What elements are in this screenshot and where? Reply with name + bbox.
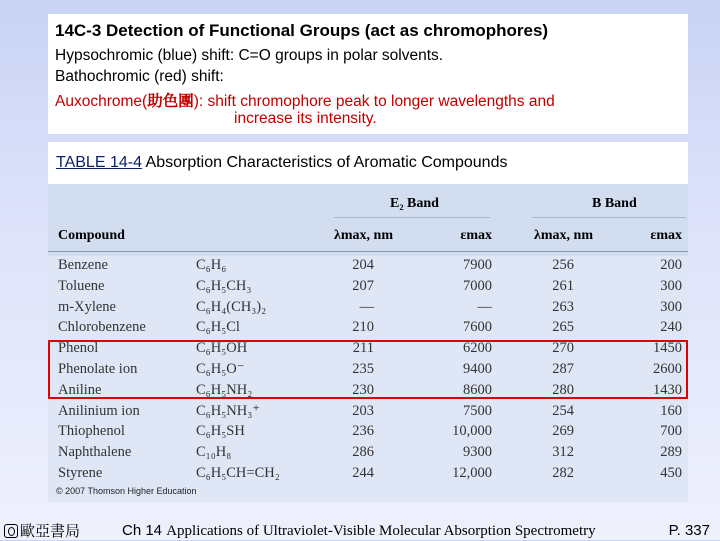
table-row <box>48 421 688 441</box>
table-row <box>48 317 688 337</box>
cell-compound: Benzene <box>58 257 108 273</box>
cell-formula: C₆H₅NH₃⁺ <box>196 402 260 419</box>
cell-e2-lmax: 203 <box>352 402 374 419</box>
table-row <box>48 255 688 275</box>
cell-e2-emax: 7900 <box>463 257 492 273</box>
cell-formula: C₆H₅CH₃ <box>196 277 252 294</box>
e2-band-header: E₂ Band <box>390 196 439 211</box>
table-title <box>56 154 507 172</box>
cell-compound: Phenolate ion <box>58 361 138 377</box>
highlight-box <box>48 340 688 399</box>
b-band-header: B Band <box>592 196 637 211</box>
cell-b-emax: 200 <box>660 257 682 273</box>
cell-e2-emax: 8600 <box>463 381 492 398</box>
auxochrome-line-2: increase its intensity. <box>234 110 377 127</box>
cell-e2-lmax: — <box>359 298 374 315</box>
cell-b-lmax: 263 <box>552 298 574 315</box>
cell-b-emax: 1450 <box>653 340 682 357</box>
col-b-emax: εmax <box>650 228 682 243</box>
col-b-lmax: λmax, nm <box>534 228 593 243</box>
cell-b-emax: 1430 <box>653 381 682 398</box>
cell-e2-emax: 7500 <box>463 402 492 419</box>
copyright-note: © 2007 Thomson Higher Education <box>56 486 197 496</box>
cell-b-emax: 240 <box>660 319 682 336</box>
cell-e2-lmax: 244 <box>352 465 374 481</box>
cell-compound: Thiophenol <box>58 423 125 440</box>
hypsochromic-line: Hypsochromic (blue) shift: C=O groups in polar solvents. <box>55 47 444 64</box>
auxochrome-line <box>55 89 555 111</box>
chapter-footer <box>122 522 596 540</box>
col-compound: Compound <box>58 228 125 243</box>
cell-b-emax: 300 <box>660 298 682 315</box>
cell-formula: C₁₀H₈ <box>196 444 232 461</box>
table-title-box <box>48 142 688 184</box>
cell-e2-emax: 7000 <box>463 277 492 294</box>
cell-e2-emax: — <box>477 298 492 315</box>
auxochrome-text: ): shift chromophore peak to longer wavelengths and <box>193 93 555 110</box>
cell-e2-lmax: 211 <box>352 340 374 357</box>
auxochrome-cjk: 助色團 <box>147 92 194 110</box>
header-box <box>48 14 688 134</box>
cell-b-lmax: 261 <box>552 277 574 294</box>
cell-b-lmax: 265 <box>552 319 574 336</box>
auxochrome-label: Auxochrome( <box>55 93 148 110</box>
col-e2-emax: εmax <box>460 228 492 243</box>
cell-compound: m-Xylene <box>58 298 116 315</box>
cell-formula: C₆H₅NH₂ <box>196 381 253 398</box>
cell-formula: C₆H₅OH <box>196 340 248 357</box>
cell-b-emax: 160 <box>660 402 682 419</box>
table-header <box>48 184 688 256</box>
cell-compound: Anilinium ion <box>58 402 140 419</box>
header-rule <box>48 251 688 252</box>
cell-e2-emax: 12,000 <box>452 465 492 481</box>
cell-compound: Naphthalene <box>58 444 132 461</box>
chapter-number: Ch 14 <box>122 522 163 539</box>
publisher-icon <box>4 524 18 538</box>
cell-b-lmax: 280 <box>552 381 574 398</box>
cell-e2-lmax: 204 <box>352 257 374 273</box>
cell-b-lmax: 312 <box>552 444 574 461</box>
cell-formula: C₆H₆ <box>196 257 227 273</box>
bathochromic-line: Bathochromic (red) shift: <box>55 68 224 85</box>
cell-formula: C₆H₅SH <box>196 423 245 440</box>
cell-b-emax: 700 <box>660 423 682 440</box>
publisher-name: 歐亞書局 <box>20 522 81 540</box>
cell-b-lmax: 256 <box>552 257 574 273</box>
cell-e2-lmax: 286 <box>352 444 374 461</box>
col-e2-lmax: λmax, nm <box>334 228 393 243</box>
cell-b-emax: 2600 <box>653 361 682 377</box>
cell-e2-lmax: 207 <box>352 277 374 294</box>
cell-b-lmax: 254 <box>552 402 574 419</box>
publisher-logo <box>4 520 80 541</box>
cell-e2-emax: 7600 <box>463 319 492 336</box>
cell-e2-emax: 9400 <box>463 361 492 377</box>
table-row <box>48 401 688 421</box>
cell-b-emax: 289 <box>660 444 682 461</box>
cell-e2-lmax: 235 <box>352 361 374 377</box>
cell-compound: Phenol <box>58 340 99 357</box>
cell-formula: C₆H₄(CH₃)₂ <box>196 298 267 315</box>
e2-band-rule <box>334 217 490 218</box>
cell-e2-emax: 9300 <box>463 444 492 461</box>
cell-formula: C₆H₅Cl <box>196 319 240 336</box>
cell-compound: Chlorobenzene <box>58 319 146 336</box>
cell-e2-lmax: 236 <box>352 423 374 440</box>
cell-b-emax: 300 <box>660 277 682 294</box>
table-row <box>48 442 688 462</box>
cell-compound: Toluene <box>58 277 105 294</box>
cell-compound: Styrene <box>58 465 103 481</box>
cell-e2-emax: 10,000 <box>452 423 492 440</box>
table-row <box>48 276 688 296</box>
cell-b-lmax: 269 <box>552 423 574 440</box>
cell-b-lmax: 270 <box>552 340 574 357</box>
cell-b-lmax: 287 <box>552 361 574 377</box>
cell-formula: C₆H₅O⁻ <box>196 361 245 377</box>
table-row <box>48 297 688 317</box>
chapter-title: Applications of Ultraviolet-Visible Molecular Absorption Spectrometry <box>166 523 596 539</box>
slide-title: 14C-3 Detection of Functional Groups (act as chromophores) <box>55 21 549 40</box>
table-row <box>48 463 688 483</box>
cell-b-emax: 450 <box>660 465 682 481</box>
cell-b-lmax: 282 <box>552 465 574 481</box>
cell-e2-lmax: 210 <box>352 319 374 336</box>
table-caption: Absorption Characteristics of Aromatic Compounds <box>145 154 508 171</box>
table-number: TABLE 14-4 <box>56 154 142 171</box>
cell-e2-emax: 6200 <box>463 340 492 357</box>
cell-e2-lmax: 230 <box>352 381 374 398</box>
page-number: P. 337 <box>668 522 710 539</box>
cell-compound: Aniline <box>58 381 102 398</box>
b-band-rule <box>532 217 686 218</box>
cell-formula: C₆H₅CH=CH₂ <box>196 465 280 481</box>
